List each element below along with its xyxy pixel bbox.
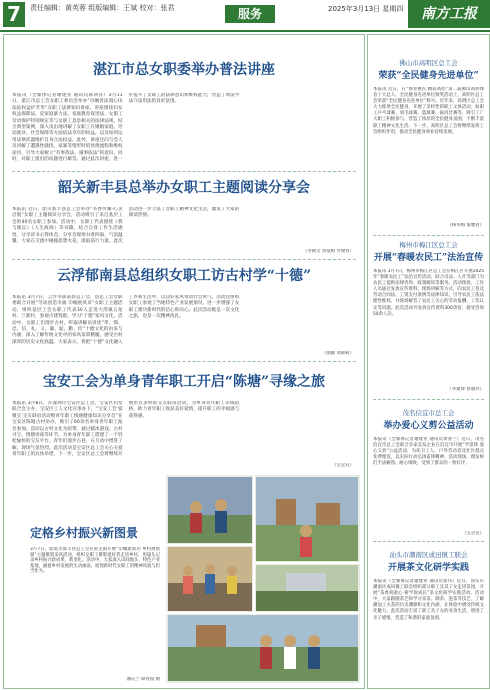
- side-4-kicker: 汕头市潮南区成田镇工联会: [389, 551, 468, 559]
- side-3-title: 举办爱心义剪公益活动: [383, 421, 474, 431]
- newspaper-logo: 南方工报: [408, 0, 490, 28]
- photo-story-byline: 潘庆兰 谭春园 摄: [126, 677, 160, 682]
- side-2-kicker: 梅州市梅江区总工会: [399, 241, 458, 249]
- article-2-title: 韶关新丰县总举办女职工主题阅读分享会: [58, 180, 310, 196]
- photo-collage: [166, 475, 360, 683]
- article-2-byline: （李锦文 黄依梅 罗俊青）: [302, 249, 354, 254]
- editor-credits: 责任编辑：黄英蓉 组版编辑：王斌 校对：张君: [30, 4, 175, 12]
- article-1-title: 湛江市总女职委举办普法讲座: [93, 62, 275, 78]
- divider: [12, 171, 356, 172]
- side-4-title: 开展茶文化研学实践: [387, 563, 469, 573]
- photo-story-title: 定格乡村振兴新图景: [30, 526, 139, 540]
- article-3-byline: （梁颖 刘锦莉）: [321, 351, 354, 356]
- issue-date: 2025年3月13日 星期四: [328, 5, 404, 13]
- divider: [373, 235, 484, 236]
- side-3-body: 本报讯（全媒体记者谢建业 通讯员黄春兰）近日，茂名信宜市总工会联合多家美发企业在信宜市开展“学雷锋 爱心义剪”公益活动，为环卫工人、户外劳动者及社区群众免费理发，以实际行动弘扬雷锋精神。活动现场，理发师们手法娴熟、耐心细致，受到了群众的一致好评。: [373, 437, 484, 467]
- main-column: [3, 34, 365, 689]
- side-1-title: 荣获“全民健身先进单位”: [378, 71, 479, 81]
- section-label: 服务: [225, 5, 275, 23]
- article-1-body: 本报讯（全媒体记者谢建业 通讯员韩鸿萍）3月11日，湛江市总工会女职工委员会举办“巾帼普法润心田 法佑权益护芳华”女职工法律知识讲座。讲座围绕妇女权益保障法、反家庭暴力法、家庭教育促进法、女职工劳动保护特别规定等与女职工息息相关的法律法规，结合典型案例，深入浅出地讲解了女职工在婚姻家庭、劳动就业、社会保障等方面依法享有的权益，以及如何运用法律武器维护自身合法权益。此外，讲座还向与会人员讲解了遭遇性骚扰、家暴等情形时的处理流程和维权途径，引导大家树立“有事找法、遇事依法”的意识，同时，对职工提出的问题进行解答。通过此次讲座，进一步提升了女职工的法律意识和维权能力，营造了尊法学法守法用法的良好氛围。: [12, 93, 240, 163]
- side-1-byline: （杨冬梅 黎雅君）: [447, 223, 484, 228]
- side-1-kicker: 佛山市高明区总工会: [399, 59, 458, 67]
- side-3-byline: （宝企宣）: [462, 531, 484, 536]
- article-4-byline: （宝企宣）: [332, 463, 354, 468]
- article-3-body: 本报讯 3月7日，云浮市郁南县总工会、县总工会女职委联合开展“劳动创造幸福 巾帼展风采”女职工主题活动，组织基层工会女职工代表30人走进大湾镇五星村、兰寨村，参观古建筑群，学习“十德”家风文化。活动中，女职工们漫步古村，听取讲解员讲述“孝、悌、忠、信、礼、义、廉、耻、勤、俭”十德文化的由来与内涵，深入了解传统文化中的家风家训精髓，感受古村深厚的历史文化底蕴。大家表示，将把“十德”文化融入工作和生活中，以良好家风带动社会风气。活动还组织女职工参观了当地特色产业发展情况，进一步增强了女职工建功新时代的信心和决心。此次活动既是一次文化之旅，也是一次精神洗礼。: [12, 295, 240, 345]
- photo-story-caption: 3月7日，汕尾市海丰县总工会在黄羌镇开展“巾帼建新功 乡村展新颜”主题摄影采风活动，组织女职工摄影爱好者走进乡村，用镜头记录乡村振兴新成果、新变化。活动中，大家深入田间地头、特色产业基地，捕捉乡村发展的生动画面，展现新时代女职工的精神风貌与担当作为。: [30, 547, 160, 575]
- side-1-body: 本报讯 近日，在“体育惠民 精彩高明”第二届佛山高明体育十大总人、全民健身先进单位颁奖活动上，高明区总工会荣获“全民健身先进单位”称号。近年来，高明区总工会大力推进全民健身，开展了多样性的职工文体活动，如职工乒乓球赛、羽毛球赛、篮球赛、拔河比赛等，吸引了广大职工积极参与，营造了浓厚的全民健身氛围，不断丰富职工精神文化生活。下一步，高明区总工会将继续发挥工会组织作用，推动全民健身事业持续发展。: [373, 87, 484, 135]
- article-3-title: 云浮郁南县总组织女职工访古村学“十德”: [56, 268, 312, 284]
- divider: [12, 259, 356, 260]
- divider: [373, 399, 484, 400]
- divider: [373, 541, 484, 542]
- side-2-title: 开展“春暖农民工”法治宣传: [373, 253, 484, 263]
- sidebar-column: [367, 34, 490, 689]
- header-rule: [0, 30, 490, 32]
- article-2-body: 本报讯 近日，韶关新丰县总工会举办“书香传馨·心灵启航”女职工主题阅读分享会，活动吸引了来自基层工会的40名女职工参加。活动中，女职工代表围绕《我与地坛》《人生海海》等书籍，结合自身工作生活感悟，分享读书心得体会。分享会现场书香四溢，气氛温馨，大家在交流中碰撞思想火花、汲取前行力量。此次活动进一步丰富了女职工精神文化生活，激发了大家的阅读热情。: [12, 207, 240, 245]
- side-3-kicker: 茂名信宜市总工会: [402, 409, 455, 417]
- article-4-body: 本报讯 3月8日，在深圳市宝安区总工会、宝安区妇女联合会主办，宝安区工人文化宫承办下，“宝安工会‘爱聚宝’交友联谊活动暨青年职工情感健康知识分享会”在宝安区陈塘古村举办，吸引了60余名单身青年职工报名参加。活动以古村文化为纽带，通过破冰游戏、古村寻宝、情感讲座等环节，为单身青年职工搭建了一个轻松愉快的交友平台。青年们漫步古巷，在互动中增进了解，现场气氛热烈。此次活动是宝安区总工会关心关爱青年职工的具体举措，下一步，宝安区总工会将继续开展形式多样的交友联谊活动，为单身青年职工牵线搭桥，助力青年职工收获美好爱情，提升职工的幸福感与获得感。: [12, 401, 240, 458]
- page-number: 7: [3, 2, 25, 27]
- page-header: [0, 0, 490, 30]
- article-4-title: 宝安工会为单身青年职工开启“陈塘”寻缘之旅: [42, 374, 326, 390]
- side-2-byline: （李建锋 曾晓玲）: [447, 387, 484, 392]
- divider: [12, 361, 356, 362]
- side-4-body: 本报讯（全媒体记者谢建业 通讯员张伟）近日，汕头市潮南区成田镇工联会组织部分职工及其子女走进茶园，开展“茶香润童心 研学促成长”茶文化研学实践活动。活动中，大家跟随茶艺师学习采茶、制茶、泡茶等技艺，了解潮汕工夫茶的历史渊源和文化内涵，在体验中感受传统文化魅力。此次活动丰富了职工及子女的业余生活，增进了亲子感情，营造了和谐的家庭氛围。: [373, 579, 484, 621]
- side-2-body: 本报讯 3月7日，梅州市梅江区总工会在梅江区开展2025年“春暖农民工”法治宣传活动，联合司法、人社等部门为农民工提供法律咨询、政策解读等服务。活动现场，工作人员通过发放宣传资料、现场讲解等方式，向农民工普及劳动合同法、工资支付条例等法律知识，引导农民工依法理性维权，并现场解答了农民工关心的劳动报酬、工伤认定等问题。此次活动共发放宣传资料300余份，接受咨询50余人次。: [373, 269, 484, 317]
- photo-collage-image: [166, 475, 360, 683]
